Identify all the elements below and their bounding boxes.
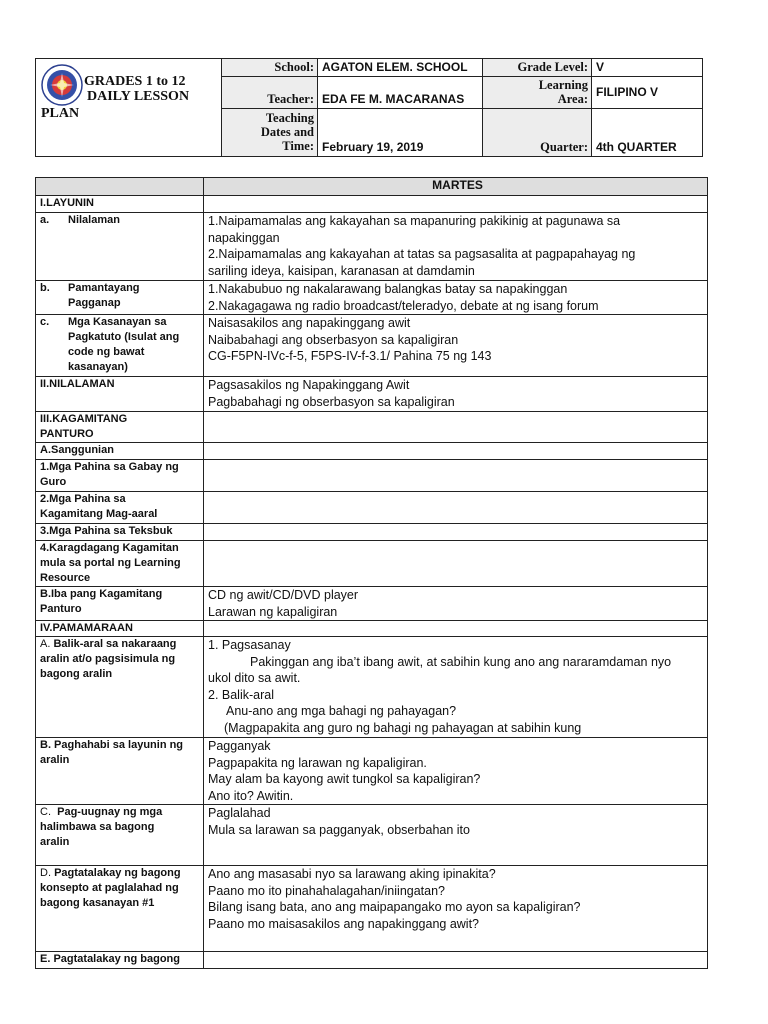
table-row: [36, 443, 708, 460]
row-content-kasanayan: Naisasakilos ang napakinggang awit Naibabahagi ang obserbasyon sa kapaligiran CG-F5PN-IVc-f-5, F5PS-IV-f-3.1/ Pahina 75 ng 143: [204, 315, 708, 377]
row-label-paghahabi: B. Paghahabi sa layunin ng aralin: [36, 738, 204, 805]
table-row: [36, 460, 708, 492]
row-label-nilalaman-ii: II.NILALAMAN: [36, 377, 204, 412]
title-line-1: GRADES 1 to 12: [84, 74, 186, 89]
row-content-nilalaman-ii: Pagsasakilos ng Napakinggang Awit Pagbabahagi ng obserbasyon sa kapaligiran: [204, 377, 708, 412]
learning-area-value: FILIPINO V: [592, 77, 703, 109]
table-row: [36, 805, 708, 866]
quarter-label: Quarter:: [483, 109, 592, 157]
teaching-dates-label: Teaching Dates and Time:: [222, 109, 318, 157]
lesson-plan-table: [35, 177, 708, 969]
table-row: [36, 315, 708, 377]
row-content-paghahabi: Pagganyak Pagpapakita ng larawan ng kapaligiran. May alam ba kayong awit tungkol sa kapaligiran? Ano ito? Awitin.: [204, 738, 708, 805]
table-row: [36, 866, 708, 952]
row-label-pag-uugnay: C. Pag-uugnay ng mga halimbawa sa bagong aralin: [36, 805, 204, 866]
row-label-nilalaman: a. Nilalaman: [36, 213, 204, 281]
column-header-martes: MARTES: [204, 178, 708, 196]
table-header-row: [36, 178, 708, 196]
header-info-table: [221, 58, 703, 157]
row-label-kagamitang-mag-aaral: 2.Mga Pahina sa Kagamitang Mag-aaral: [36, 492, 204, 524]
teacher-label: Teacher:: [222, 77, 318, 109]
row-label-kagamitang-panturo: III.KAGAMITANG PANTURO: [36, 412, 204, 443]
table-row: [36, 621, 708, 637]
grade-level-value: V: [592, 59, 703, 77]
row-label-gabay-ng-guro: 1.Mga Pahina sa Gabay ng Guro: [36, 460, 204, 492]
title-line-3: PLAN: [41, 106, 80, 121]
row-label-teksbuk: 3.Mga Pahina sa Teksbuk: [36, 524, 204, 541]
table-row: [36, 738, 708, 805]
table-row: [36, 377, 708, 412]
learning-area-label: Learning Area:: [483, 77, 592, 109]
row-label-iba-pang-kagamitan: B.Iba pang Kagamitang Panturo: [36, 587, 204, 621]
grade-level-label: Grade Level:: [483, 59, 592, 77]
row-content-pag-uugnay: Paglalahad Mula sa larawan sa pagganyak, obserbahan ito: [204, 805, 708, 866]
row-content-nilalaman: 1.Naipamamalas ang kakayahan sa mapanuring pakikinig at pagunawa sa napakinggan 2.Naipamamalas ang kakayahan at tatas sa pagsasalita at pagpapahayag ng sariling ideya, kaisipan, karanasan at damdamin: [204, 213, 708, 281]
table-row: [36, 524, 708, 541]
row-label-pagtatalakay-1: D. Pagtatalakay ng bagong konsepto at paglalahad ng bagong kasanayan #1: [36, 866, 204, 952]
table-row: [36, 637, 708, 738]
row-label-pamantayang-pagganap: b. Pamantayang Pagganap: [36, 281, 204, 315]
row-label-layunin: I.LAYUNIN: [36, 196, 204, 213]
row-label-karagdagang-kagamitan: 4.Karagdagang Kagamitan mula sa portal ng Learning Resource: [36, 541, 204, 587]
row-content-pagtatalakay-1: Ano ang masasabi nyo sa larawang aking ipinakita? Paano mo ito pinahahalagahan/iniingatan? Bilang isang bata, ano ang maipapangako mo ayon sa kapaligiran? Paano mo maisasakilos ang napakinggang awit?: [204, 866, 708, 952]
teacher-value: EDA FE M. MACARANAS: [318, 77, 483, 109]
table-row: [36, 952, 708, 969]
school-label: School:: [222, 59, 318, 77]
row-content-balik-aral: 1. Pagsasanay Pakinggan ang iba’t ibang awit, at sabihin kung ano ang nararamdaman nyo ukol dito sa awit. 2. Balik-aral Anu-ano ang mga bahagi ng pahayagan? (Magpapakita ang guro ng bahagi ng pahayagan at sabihin kung: [204, 637, 708, 738]
deped-seal-icon: [41, 64, 83, 106]
teaching-dates-value: February 19, 2019: [318, 109, 483, 157]
row-label-pagtatalakay-2: E. Pagtatalakay ng bagong: [36, 952, 204, 969]
row-label-pamamaraan: IV.PAMAMARAAN: [36, 621, 204, 637]
table-row: [36, 213, 708, 281]
table-row: [36, 412, 708, 443]
title-line-2: DAILY LESSON: [87, 89, 190, 104]
row-label-balik-aral: A. Balik-aral sa nakaraang aralin at/o pagsisimula ng bagong aralin: [36, 637, 204, 738]
header-title: [84, 74, 189, 104]
table-row: [36, 587, 708, 621]
table-row: [36, 281, 708, 315]
row-content-pamantayang-pagganap: 1.Nakabubuo ng nakalarawang balangkas batay sa napakinggan 2.Nakagagawa ng radio broadcast/teleradyo, debate at ng isang forum: [204, 281, 708, 315]
school-value: AGATON ELEM. SCHOOL: [318, 59, 483, 77]
table-row: [36, 541, 708, 587]
row-content-iba-pang-kagamitan: CD ng awit/CD/DVD player Larawan ng kapaligiran: [204, 587, 708, 621]
row-label-kasanayan: c. Mga Kasanayan sa Pagkatuto (Isulat ang code ng bawat kasanayan): [36, 315, 204, 377]
table-row: [36, 492, 708, 524]
table-row: [36, 196, 708, 213]
row-label-sanggunian: A.Sanggunian: [36, 443, 204, 460]
quarter-value: 4th QUARTER: [592, 109, 703, 157]
